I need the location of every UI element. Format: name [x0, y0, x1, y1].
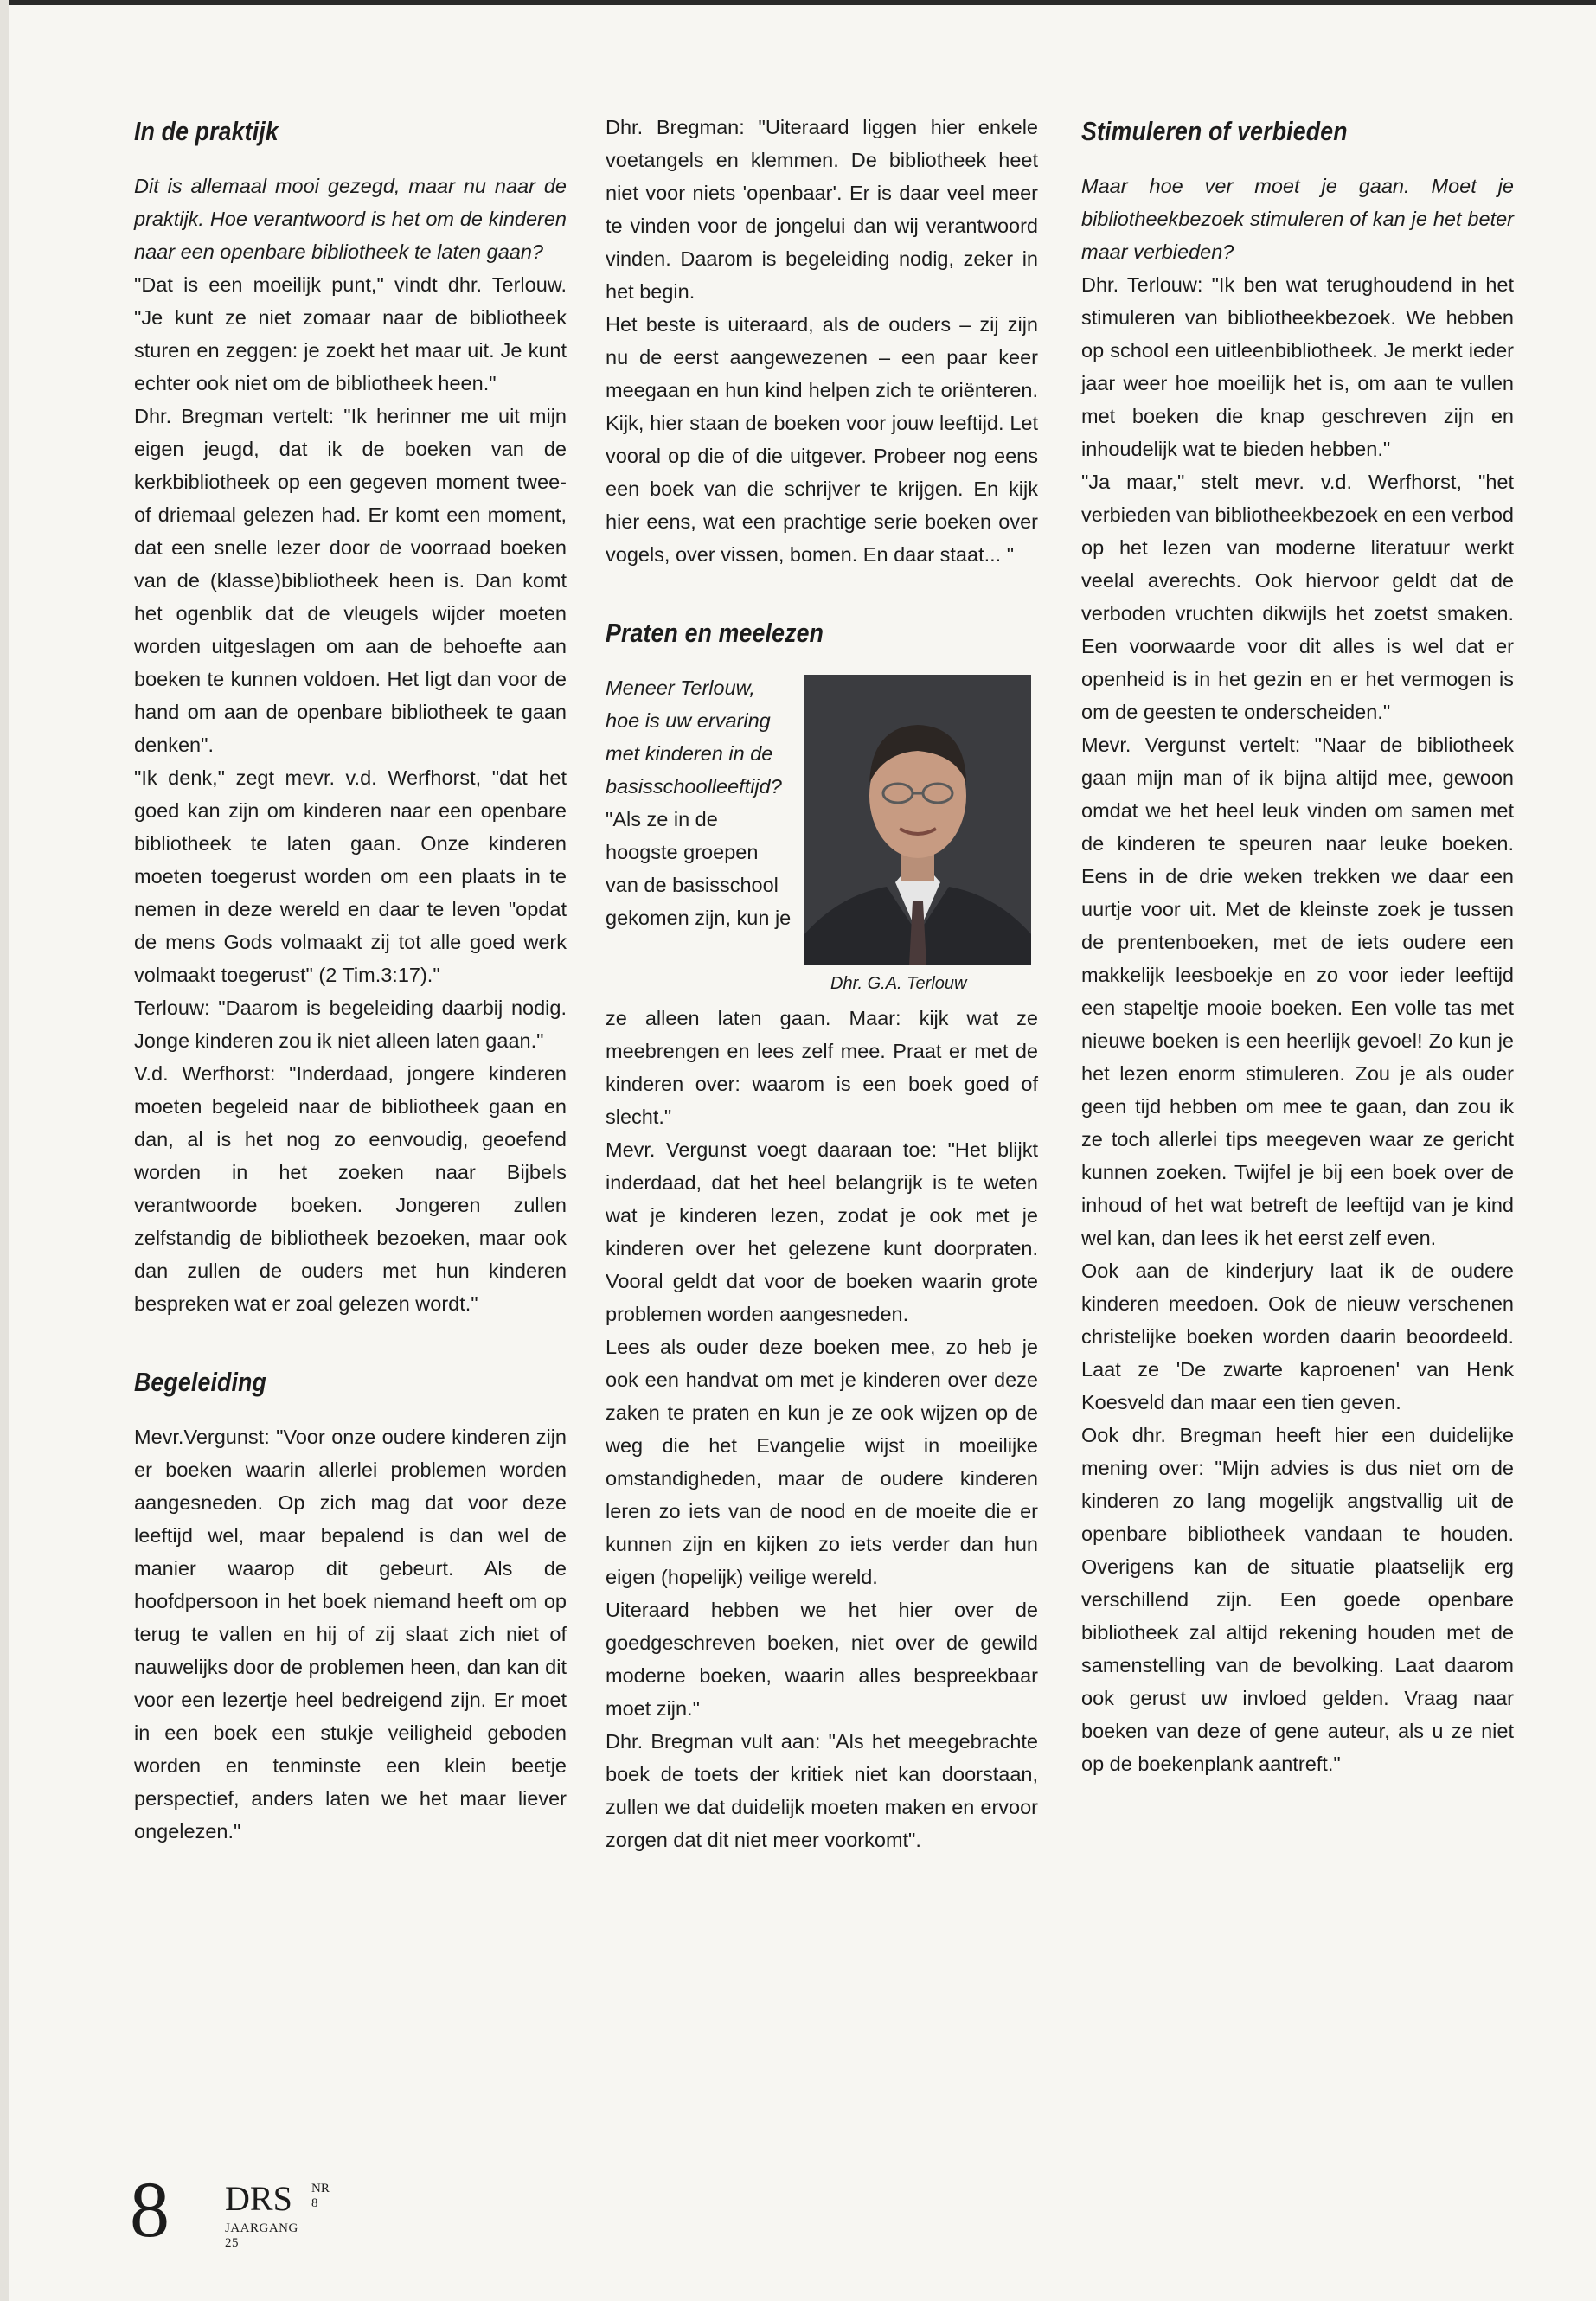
column-left — [134, 111, 567, 1848]
paragraph: Dhr. Bregman vult aan: "Als het meegebrachte boek de toets der kritiek niet kan doorstaan, zullen we dat duidelijk moeten maken en ervoor zorgen dat dit niet meer voorkomt". — [606, 1730, 1038, 1851]
paragraph: Ook dhr. Bregman heeft hier een duidelijke mening over: "Mijn advies is dus niet om de kinderen zo lang mogelijk angstvallig uit de openbare bibliotheek vandaan te houden. Overigens kan de situatie plaatselijk erg verschillend zijn. Een goede openbare bibliotheek zal altijd rekening houden met de samenstelling van de bevolking. Laat daarom ook gerust uw invloed gelden. Vraag naar boeken van deze of gene auteur, als u ze niet op de boekenplank aantreft." — [1081, 1424, 1514, 1775]
photo-block — [606, 671, 1038, 1002]
top-rule — [0, 0, 1596, 5]
paragraph: ze alleen laten gaan. Maar: kijk wat ze meebrengen en lees zelf mee. Praat er met de kinderen over: waarom is een boek goed of slecht." — [606, 1007, 1038, 1128]
photo-caption: Dhr. G.A. Terlouw — [830, 974, 967, 993]
issue-number: NR 8 — [311, 2182, 330, 2210]
heading-in-de-praktijk: In de praktijk — [134, 116, 279, 146]
heading-stimuleren-of-verbieden: Stimuleren of verbieden — [1081, 116, 1348, 146]
paragraph: Mevr. Vergunst vertelt: "Naar de bibliotheek gaan mijn man of ik bijna altijd mee, gewoon omdat we het heel leuk vinden om samen met de kinderen te speuren naar leuke boeken. Eens in de drie weken trekken we daar een uurtje voor uit. Met de kleinste zoek je tussen de prentenboeken, met de iets oudere een makkelijk leesboekje en zo voor ieder leeftijd een stapeltje mooie boeken. Een volle tas met nieuwe boeken is een heerlijk gevoel! Zo kun je het lezen enorm stimuleren. Zou je als ouder geen tijd hebben om mee te gaan, dan zou ik ze toch allerlei tips meegeven waar ze gericht kunnen zoeken. Twijfel je bij een boek over de inhoud of het wat betreft de leeftijd van je kind wel kan, dan lees ik het eerst zelf even. — [1081, 734, 1514, 1249]
magazine-name: DRS — [225, 2179, 292, 2218]
paragraph: "Ik denk," zegt mevr. v.d. Werfhorst, "dat het goed kan zijn om kinderen naar een openbare bibliotheek te laten gaan. Onze kinderen moeten toegerust worden om een plaats in te nemen in deze wereld en daar te leven "opdat de mens Gods volmaakt zij tot alle goed werk volmaakt toegerust" (2 Tim.3:17)." — [134, 766, 567, 986]
paragraph: Lees als ouder deze boeken mee, zo heb je ook een handvat om met je kinderen over deze zaken te praten en kun je ze ook wijzen op de weg die het Evangelie wijst in moeilijke omstandigheden, maar de oudere kinderen leren zo iets van de nood en de moeite die er kunnen zijn en kijken zo iets verder dan hun eigen (hopelijk) veilige wereld. — [606, 1336, 1038, 1588]
column-right — [1081, 111, 1514, 1780]
intro-question: Dit is allemaal mooi gezegd, maar nu naar de praktijk. Hoe verantwoord is het om de kinderen naar een openbare bibliotheek te laten gaan? — [134, 175, 567, 263]
column-middle — [606, 111, 1038, 1856]
heading-begeleiding: Begeleiding — [134, 1367, 266, 1397]
heading-praten-en-meelezen: Praten en meelezen — [606, 618, 824, 648]
paragraph: Dhr. Terlouw: "Ik ben wat terughoudend in het stimuleren van bibliotheekbezoek. We hebben op school een uitleenbibliotheek. Je merkt ieder jaar weer hoe moeilijk het is, om aan te vullen met boeken die knap geschreven zijn en inhoudelijk wat te bieden hebben." — [1081, 273, 1514, 460]
page-edge-shadow — [0, 0, 9, 2301]
paragraph: Mevr.Vergunst: "Voor onze oudere kinderen zijn er boeken waarin allerlei problemen worden aangesneden. Op zich mag dat voor deze leeftijd wel, maar bepalend is dan wel de manier waarop dit gebeurt. Als de hoofdpersoon in het boek niemand heeft om op terug te vallen en hij of zij slaat zich niet of nauwelijks door de problemen heen, dan kan dit voor een lezertje heel bedreigend zijn. Er moet in een boek een stukje veiligheid geboden worden en tenminste een klein beetje perspectief, anders laten we het maar liever ongelezen." — [134, 1426, 567, 1843]
paragraph: Uiteraard hebben we het hier over de goedgeschreven boeken, niet over de gewild moderne boeken, waarin alles bespreekbaar moet zijn." — [606, 1599, 1038, 1720]
paragraph: "Dat is een moeilijk punt," vindt dhr. Terlouw. "Je kunt ze niet zomaar naar de bibliotheek sturen en zeggen: je zoekt het maar uit. Je kunt echter ook niet om de bibliotheek heen." — [134, 273, 567, 394]
paragraph: V.d. Werfhorst: "Inderdaad, jongere kinderen moeten begeleid naar de bibliotheek gaan en dan, al is het nog zo eenvoudig, geoefend worden in het zoeken naar Bijbels verantwoorde boeken. Jongeren zullen zelfstandig de bibliotheek bezoeken, maar ook dan zullen de ouders met hun kinderen bespreken wat er zoal gelezen wordt." — [134, 1062, 567, 1315]
paragraph: Mevr. Vergunst voegt daaraan toe: "Het blijkt inderdaad, dat het heel belangrijk is te weten wat je kinderen lezen, zodat je ook met je kinderen over het gelezene kunt doorpraten. Vooral geldt dat voor de boeken waarin grote problemen worden aangesneden. — [606, 1138, 1038, 1325]
paragraph: Dhr. Bregman vertelt: "Ik herinner me uit mijn eigen jeugd, dat ik de boeken van de kerkbibliotheek op een gegeven moment twee- of driemaal gelezen had. Er komt een moment, dat een snelle lezer door de voorraad boeken van de (klasse)bibliotheek heen is. Dan komt het ogenblik dat de vleugels wijder moeten worden uitgeslagen om aan de behoefte aan boeken te kunnen voldoen. Het ligt dan voor de hand om aan de openbare bibliotheek te gaan denken". — [134, 405, 567, 756]
volume-label: JAARGANG 25 — [225, 2221, 298, 2250]
paragraph: Terlouw: "Daarom is begeleiding daarbij nodig. Jonge kinderen zou ik niet alleen laten gaan." — [134, 997, 567, 1052]
paragraph: "Ja maar," stelt mevr. v.d. Werfhorst, "het verbieden van bibliotheekbezoek en een verbod op het lezen van moderne literatuur werkt veelal averechts. Ook hiervoor geldt dat de verboden vruchten dikwijls het zoetst smaken. Een voorwaarde voor dit alles is wel dat er openheid is in het gezin en er het vermogen is om de geesten te onderscheiden." — [1081, 471, 1514, 723]
paragraph: "Als ze in de hoogste groepen van de basisschool gekomen zijn, kun je — [606, 808, 792, 929]
intro-question: Maar hoe ver moet je gaan. Moet je bibliotheekbezoek stimuleren of kan je het beter maar verbieden? — [1081, 175, 1514, 263]
paragraph: Dhr. Bregman: "Uiteraard liggen hier enkele voetangels en klemmen. De bibliotheek heet niet voor niets 'openbaar'. Er is daar veel meer te vinden voor de jongelui dan wij verantwoord vinden. Daarom is begeleiding nodig, zeker in het begin. — [606, 116, 1038, 303]
page-number: 8 — [130, 2165, 170, 2253]
paragraph: Ook aan de kinderjury laat ik de oudere kinderen meedoen. Ook de nieuw verschenen christelijke boeken worden daarin beoordeeld. Laat ze 'De zwarte kaproenen' van Henk Koesveld dan maar een tien geven. — [1081, 1259, 1514, 1413]
interview-question: Meneer Terlouw, hoe is uw ervaring met kinderen in de basisschoolleeftijd? — [606, 676, 782, 798]
paragraph: Het beste is uiteraard, als de ouders – zij zijn nu de eerst aangewezenen – een paar keer meegaan en hun kind helpen zich te oriënteren. Kijk, hier staan de boeken voor jouw leeftijd. Let vooral op die of die uitgever. Probeer nog eens een boek van die schrijver te krijgen. En kijk hier eens, wat een prachtige serie boeken over vogels, over vissen, bomen. En daar staat... " — [606, 313, 1038, 566]
portrait-photo — [804, 675, 1031, 965]
